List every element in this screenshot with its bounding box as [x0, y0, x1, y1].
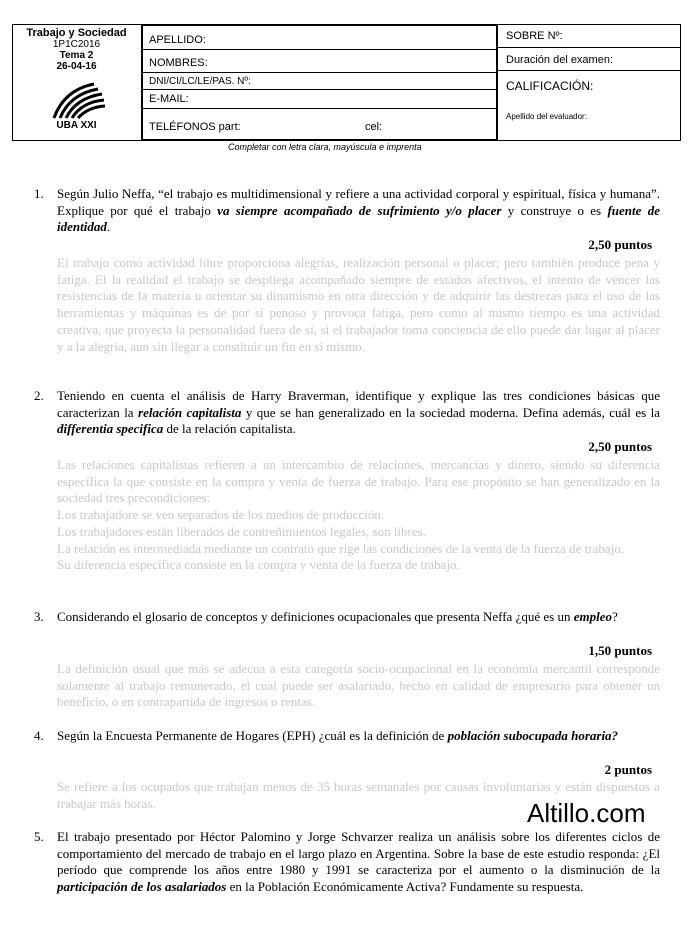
question-text-part: Según la Encuesta Permanente de Hogares (EPH) ¿cuál es la definición de [57, 728, 448, 743]
exam-code: 1P1C2016 [52, 39, 101, 50]
question-1 [34, 186, 660, 236]
question-emphasis: empleo [573, 609, 612, 624]
question-3 [34, 609, 660, 626]
telefonos-label: TELÉFONOS part: [149, 121, 241, 133]
answer-q1 [57, 255, 660, 355]
exam-date: 26-04-16 [56, 61, 97, 72]
sobre-label: SOBRE Nº: [506, 30, 563, 42]
question-4 [34, 728, 660, 745]
question-number: 1. [34, 186, 44, 201]
question-2 [34, 388, 660, 438]
answer-paragraph: Su diferencia específica consiste en la compra y venta de la fuerza de trabajo. [57, 557, 460, 573]
apellido-field[interactable] [143, 26, 496, 50]
question-emphasis: relación capitalista [138, 404, 242, 420]
question-text [57, 186, 660, 236]
question-text-part: . [106, 219, 111, 234]
answer-paragraph: Las relaciones capitalistas refieren a un intercambio de relaciones, mercancías y dinero, siendo su diferencia específica la que consiste en la compra y venta de fuerza de trabajo. Para ese propósito se han generalizado en la sociedad tres precondiciones: [57, 457, 660, 506]
question-text-part: y que se han generalizado en la sociedad moderna. Defina además, cuál es la [241, 404, 660, 420]
question-emphasis: población subocupada horaria? [447, 728, 619, 743]
logo-text: UBA XXI [56, 120, 97, 131]
course-name: Trabajo y Sociedad [26, 27, 127, 39]
question-5 [34, 829, 660, 895]
student-fields [141, 24, 498, 141]
evaluador-field[interactable] [498, 112, 681, 132]
answer-paragraph: Los trabajadore se ven separados de los medios de producción. [57, 507, 385, 523]
question-emphasis: differentia specifica [57, 421, 164, 436]
calificacion-label: CALIFICACIÓN: [506, 79, 594, 93]
nombres-label: NOMBRES: [149, 57, 208, 69]
question-number: 3. [34, 609, 44, 624]
duracion-field[interactable] [498, 48, 681, 71]
question-text [57, 388, 660, 438]
email-field[interactable] [143, 90, 496, 109]
answer-paragraph: La relación es intermediada mediante un contrato que rige las condiciones de la venta de la fuerza de trabajo. [57, 540, 625, 556]
apellido-label: APELLIDO: [149, 34, 206, 46]
email-label: E-MAIL: [149, 93, 189, 105]
question-text [57, 609, 660, 626]
points-q4: 2 puntos [604, 762, 652, 777]
dni-field[interactable] [143, 73, 496, 90]
question-text-part: de la relación capitalista. [163, 421, 296, 436]
calificacion-field[interactable] [498, 71, 681, 93]
question-number: 5. [34, 829, 44, 844]
question-text-part: en la Población Económicamente Activa? Fundamente su respuesta. [226, 878, 584, 894]
cel-label: cel: [365, 121, 383, 133]
question-text-part: Según Julio Neffa, “el trabajo es multidimensional y refiere a una actividad corporal y espiritual, física y humana”. Explique por qué el trabajo [57, 186, 660, 218]
evaluador-label: Apellido del evaluador: [506, 112, 587, 121]
question-text-part: El trabajo presentado por Héctor Palomino y Jorge Schvarzer realiza un análisis sobre los diferentes ciclos de comportamiento del mercado de trabajo en el largo plazo en Argentina. Sobre la base de este estudio responda: ¿El período que comprende los años entre 1980 y 1991 se caracteriza por el aumento o la disminución de la [57, 829, 660, 877]
site-watermark: Altillo.com [527, 798, 646, 828]
header-note: Completar con letra clara, mayúscula e imprenta [228, 142, 422, 152]
question-emphasis: va siempre acompañado de sufrimiento y/o placer [217, 202, 502, 218]
points-q2: 2,50 puntos [588, 439, 652, 454]
question-text-part: Teniendo en cuenta el análisis de Harry Braverman, identifique y explique las tres condiciones básicas que caracterizan la [57, 388, 660, 420]
nombres-field[interactable] [143, 50, 496, 73]
answer-paragraph: Los trabajadores están liberados de contreñimientos legales, son libres. [57, 523, 426, 539]
answer-paragraph: El trabajo como actividad libre proporciona alegrías, realización personal o placer; pero también produce pena y fatiga. El la realidad el trabajo se despliega acompañado siempre de estados afectivos, el intento de vencer las resistencias de la materia u orientar su dinamismo en otra dirección y de adquirir las destrezas para el uso de las herramientas y máquinas es de por sí penoso y provoca fatiga, pero como al mismo tiempo es una actividad creativa, que proyecta la personalidad fuera de sí, si el trabajador toma conciencia de ello puede dar lugar al placer y a la alegría, aun sin llegar a constituir un fin en si mismo. [57, 255, 660, 354]
question-emphasis: fuente de identidad [57, 202, 660, 234]
header-institution [12, 24, 141, 139]
uba-logo-icon [50, 80, 106, 120]
question-number: 4. [34, 728, 44, 743]
question-text-part: Considerando el glosario de conceptos y definiciones ocupacionales que presenta Neffa ¿qué es un [57, 609, 574, 624]
sobre-field[interactable] [498, 24, 681, 48]
question-text-part: y construye o es [501, 202, 608, 218]
points-q3: 1,50 puntos [588, 643, 652, 658]
exam-header [12, 24, 681, 141]
answer-q2 [57, 457, 660, 574]
question-text-part: ? [611, 609, 618, 624]
question-text [57, 829, 660, 895]
dni-label: DNI/CI/LC/LE/PAS. Nº: [149, 76, 251, 87]
answer-paragraph: Se refiere a los ocupados que trabajan menos de 35 horas semanales por causas involuntarias y están dispuestos a trabajar más horas. [57, 779, 660, 811]
question-text [57, 728, 660, 745]
question-emphasis: participación de los asalariados [57, 878, 227, 894]
points-q1: 2,50 puntos [588, 237, 652, 252]
answer-paragraph: La definición usual que más se adecua a esta categoría socio-ocupacional en la economía mercantil corresponde solamente al trabajo remunerado, el cual puede ser asalariado, hecho en calidad de empresario para obtener un beneficio, o en contrapartida de ingresos o rentas. [57, 661, 660, 710]
telefonos-field[interactable] [143, 109, 496, 139]
answer-q3 [57, 661, 660, 711]
question-number: 2. [34, 388, 44, 403]
grading-fields [498, 24, 681, 139]
exam-tema: Tema 2 [59, 50, 94, 61]
duracion-label: Duración del examen: [506, 54, 614, 66]
